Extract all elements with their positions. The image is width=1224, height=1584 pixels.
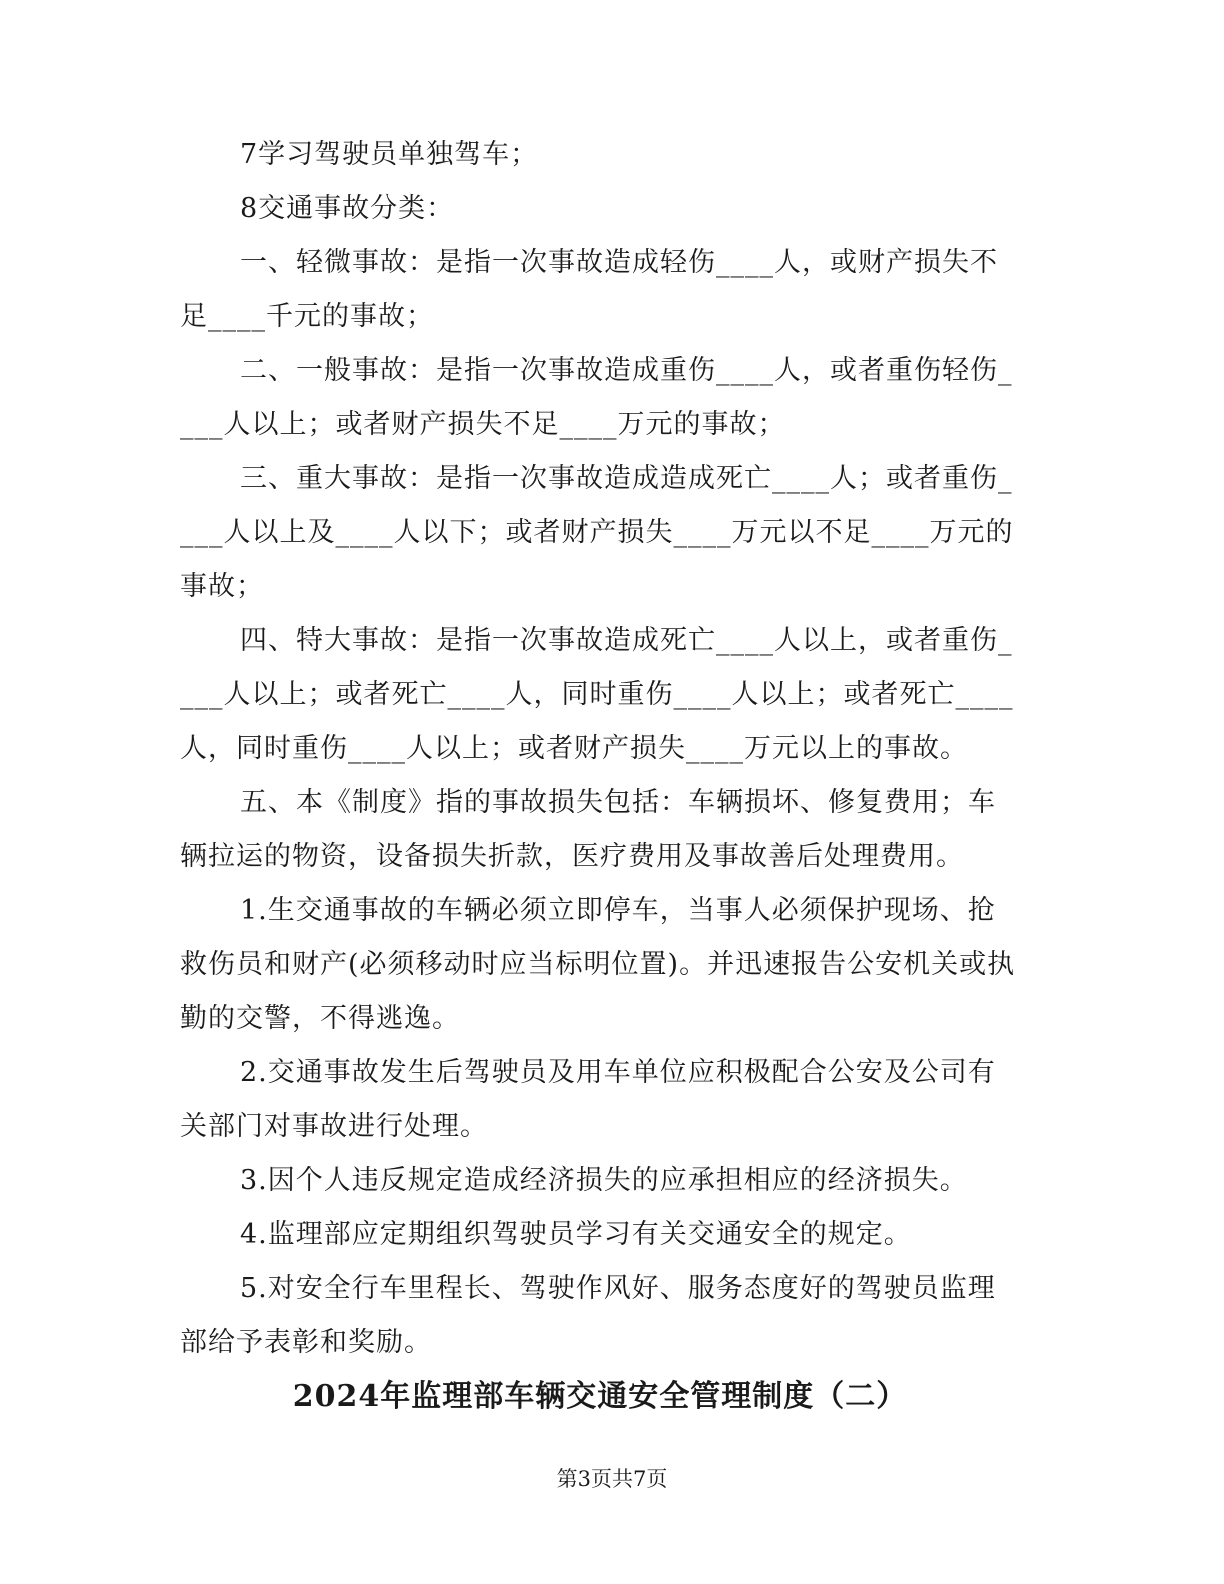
paragraph-learner-driving: 7学习驾驶员单独驾车； <box>240 139 539 170</box>
page-number: 第3页共7页 <box>556 1467 668 1491</box>
paragraph-rule-2: 2.交通事故发生后驾驶员及用车单位应积极配合公安及公司有关部门对事故进行处理。 <box>180 1057 996 1142</box>
paragraph-rule-5: 5.对安全行车里程长、驾驶作风好、服务态度好的驾驶员监理部给予表彰和奖励。 <box>180 1273 996 1358</box>
paragraph-major-accident: 三、重大事故：是指一次事故造成造成死亡____人；或者重伤____人以上及____人以下；或者财产损失____万元以不足____万元的事故； <box>180 463 1014 602</box>
paragraph-minor-accident: 一、轻微事故：是指一次事故造成轻伤____人，或财产损失不足____千元的事故； <box>180 247 998 332</box>
document-body <box>180 128 1020 1424</box>
paragraph-accident-classification: 8交通事故分类： <box>240 193 455 224</box>
paragraph-rule-3: 3.因个人违反规定造成经济损失的应承担相应的经济损失。 <box>240 1165 968 1196</box>
paragraph-accident-loss-scope: 五、本《制度》指的事故损失包括：车辆损坏、修复费用；车辆拉运的物资，设备损失折款，医疗费用及事故善后处理费用。 <box>180 787 996 872</box>
paragraph-rule-1: 1.生交通事故的车辆必须立即停车，当事人必须保护现场、抢救伤员和财产(必须移动时应当标明位置)。并迅速报告公安机关或执勤的交警，不得逃逸。 <box>180 895 1016 1034</box>
paragraph-general-accident: 二、一般事故：是指一次事故造成重伤____人，或者重伤轻伤____人以上；或者财产损失不足____万元的事故； <box>180 355 1013 440</box>
paragraph-rule-4: 4.监理部应定期组织驾驶员学习有关交通安全的规定。 <box>240 1219 912 1250</box>
section-title: 2024年监理部车辆交通安全管理制度（二） <box>292 1379 908 1414</box>
paragraph-severe-accident: 四、特大事故：是指一次事故造成死亡____人以上，或者重伤____人以上；或者死亡____人，同时重伤____人以上；或者死亡____人，同时重伤____人以上；或者财产损失____万元以上的事故。 <box>180 625 1014 764</box>
